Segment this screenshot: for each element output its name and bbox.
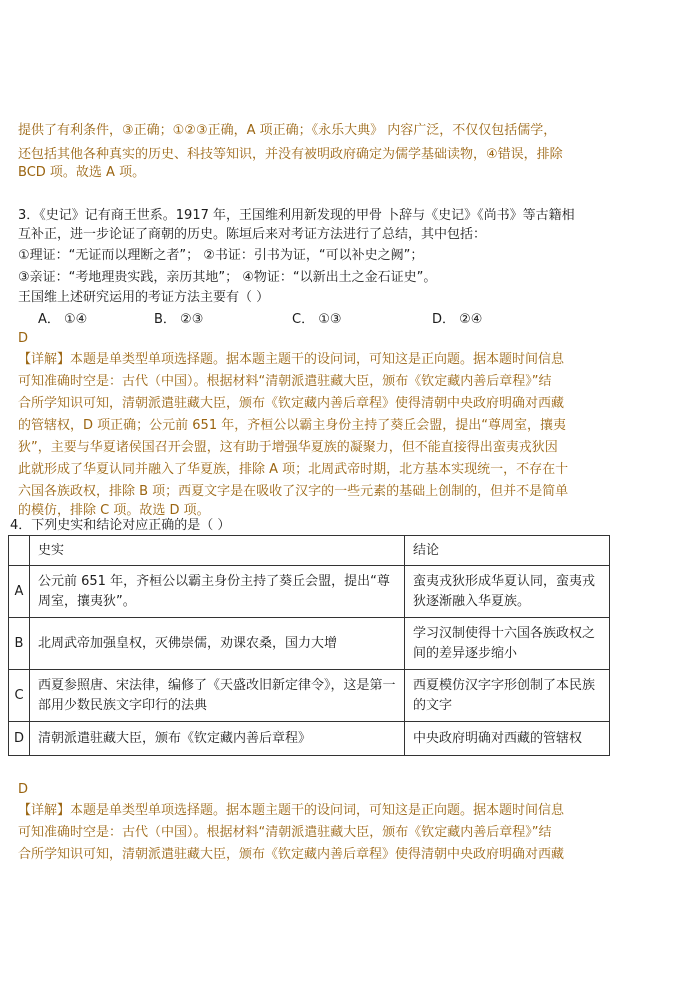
q4-explanation-line-1: 【详解】本题是单类型单项选择题。据本题主题干的设问词，可知这是正向题。据本题时间信息 (18, 803, 565, 818)
q4-explanation-line-2: 可知准确时空是：古代（中国）。根据材料“清朝派遣驻藏大臣，颁布《钦定藏内善后章程》”结 (18, 825, 552, 840)
q3-option-c: C． ①③ (292, 312, 342, 327)
intro-line-2: 还包括其他各种真实的历史、科技等知识，并没有被明政府确定为儒学基础读物，④错误，排除 (18, 147, 563, 162)
q4-row-c-label: C (9, 670, 30, 722)
table-row (9, 618, 610, 670)
intro-line-3: BCD 项。故选 A 项。 (18, 165, 146, 180)
q4-row-c-conclusion: 西夏模仿汉字字形创制了本民族的文字 (405, 670, 610, 722)
q4-header-label (9, 536, 30, 566)
q4-table (8, 535, 610, 756)
q3-explanation-line-3: 合所学知识可知，清朝派遣驻藏大臣，颁布《钦定藏内善后章程》使得清朝中央政府明确对西藏 (18, 396, 565, 411)
q3-explanation-line-8: 的模仿，排除 C 项。故选 D 项。 (18, 503, 210, 518)
q3-explanation-line-7: 六国各族政权，排除 B 项；西夏文字是在吸收了汉字的一些元素的基础上创制的，但并不是简单 (18, 484, 569, 499)
q4-header-conclusion: 结论 (405, 536, 610, 566)
q3-explanation-line-4: 的管辖权，D 项正确；公元前 651 年，齐桓公以霸主身份主持了葵丘会盟，提出“尊周室，攘夷 (18, 418, 566, 433)
q4-answer: D (18, 782, 29, 797)
q4-row-b-label: B (9, 618, 30, 670)
q4-header-fact: 史实 (30, 536, 405, 566)
table-row (9, 670, 610, 722)
q3-stem-line-2: 互补正，进一步论证了商朝的历史。陈垣后来对考证方法进行了总结，其中包括： (18, 227, 487, 242)
q4-row-d-label: D (9, 722, 30, 756)
q4-row-d-fact: 清朝派遣驻藏大臣，颁布《钦定藏内善后章程》 (30, 722, 405, 756)
q4-row-c-fact: 西夏参照唐、宋法律，编修了《天盛改旧新定律令》，这是第一部用少数民族文字印行的法典 (30, 670, 405, 722)
q3-stem-line-4: ③亲证：“考地理贵实践，亲历其地”； ④物证：“以新出土之金石证史”。 (18, 270, 437, 285)
intro-line-1: 提供了有利条件，③正确；①②③正确，A 项正确；《永乐大典》 内容广泛，不仅仅包括儒学， (18, 123, 557, 138)
table-row (9, 566, 610, 618)
q4-row-d-conclusion: 中央政府明确对西藏的管辖权 (405, 722, 610, 756)
q3-stem-line-3: ①理证：“无证而以理断之者”； ②书证：引书为证，“可以补史之阙”； (18, 248, 424, 263)
q4-row-b-conclusion: 学习汉制使得十六国各族政权之间的差异逐步缩小 (405, 618, 610, 670)
q3-answer: D (18, 331, 29, 346)
q3-option-d: D． ②④ (432, 312, 483, 327)
q4-explanation-line-3: 合所学知识可知，清朝派遣驻藏大臣，颁布《钦定藏内善后章程》使得清朝中央政府明确对西藏 (18, 847, 565, 862)
q4-row-a-label: A (9, 566, 30, 618)
q3-stem-line-1: 3．《史记》记有商王世系。1917 年，王国维利用新发现的甲骨 卜辞与《史记》《尚书》等古籍相 (18, 208, 575, 223)
q4-table-header-row (9, 536, 610, 566)
q4-row-a-conclusion: 蛮夷戎狄形成华夏认同，蛮夷戎狄逐渐融入华夏族。 (405, 566, 610, 618)
q3-option-a: A． ①④ (38, 312, 88, 327)
q3-explanation-line-5: 狄”，主要与华夏诸侯国召开会盟，这有助于增强华夏族的凝聚力，但不能直接得出蛮夷戎狄因 (18, 440, 558, 455)
q4-stem: 4．下列史实和结论对应正确的是（ ） (10, 518, 231, 533)
q3-explanation-line-1: 【详解】本题是单类型单项选择题。据本题主题干的设问词，可知这是正向题。据本题时间信息 (18, 352, 565, 367)
q3-option-b: B． ②③ (154, 312, 204, 327)
q3-explanation-line-2: 可知准确时空是：古代（中国）。根据材料“清朝派遣驻藏大臣，颁布《钦定藏内善后章程》”结 (18, 374, 552, 389)
table-row (9, 722, 610, 756)
q3-explanation-line-6: 此就形成了华夏认同并融入了华夏族，排除 A 项；北周武帝时期，北方基本实现统一，不存在十 (18, 462, 569, 477)
q3-stem-line-5: 王国维上述研究运用的考证方法主要有（ ） (18, 290, 270, 305)
q4-row-a-fact: 公元前 651 年，齐桓公以霸主身份主持了葵丘会盟，提出“尊周室，攘夷狄”。 (30, 566, 405, 618)
q4-row-b-fact: 北周武帝加强皇权，灭佛崇儒，劝课农桑，国力大增 (30, 618, 405, 670)
